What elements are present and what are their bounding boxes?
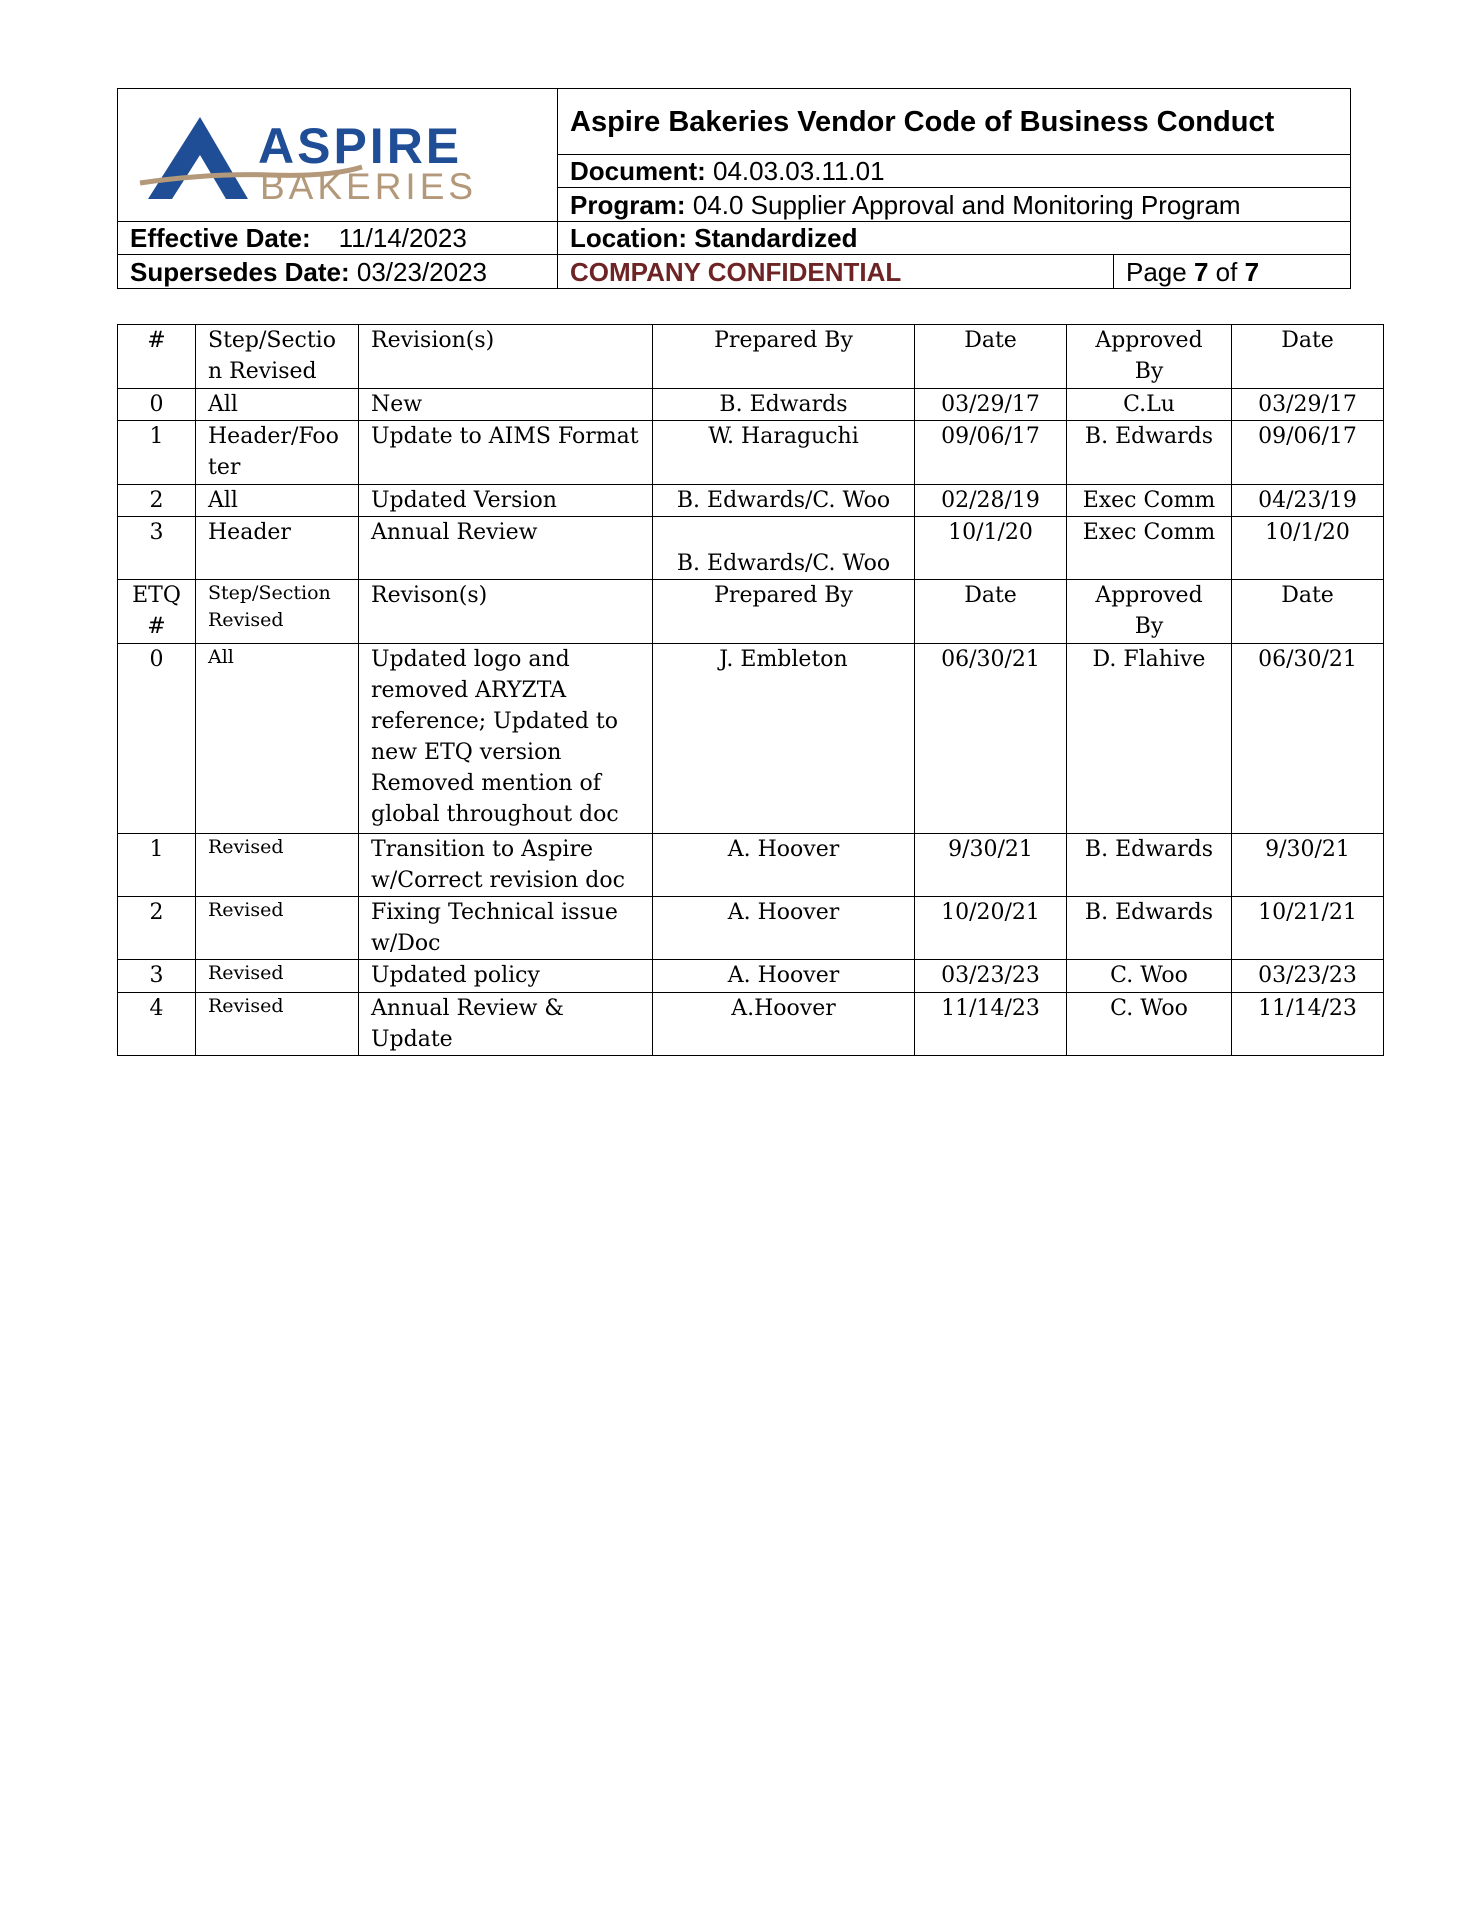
header-prepared-by: Prepared By xyxy=(653,325,915,389)
cell-date: 06/30/21 xyxy=(915,644,1067,834)
header-date: Date xyxy=(915,325,1067,389)
cell-number: 3 xyxy=(118,960,196,993)
supersedes-date xyxy=(118,255,558,289)
header-revisions: Revision(s) xyxy=(359,325,653,389)
header-approval-date: Date xyxy=(1232,325,1384,389)
page-of: of xyxy=(1215,256,1238,287)
logo-subwordmark: BAKERIES xyxy=(260,166,478,207)
cell-approved-by: Exec Comm xyxy=(1067,485,1232,517)
cell-prepared-by: A.Hoover xyxy=(653,993,915,1056)
page-prefix: Page xyxy=(1126,256,1187,287)
cell-date: 10/1/20 xyxy=(915,517,1067,580)
table-row xyxy=(118,517,1384,580)
etq-header-row xyxy=(118,580,1384,644)
program xyxy=(558,188,1351,222)
cell-number: 2 xyxy=(118,485,196,517)
cell-approved-by: C.Lu xyxy=(1067,389,1232,421)
cell-revisions: Update to AIMS Format xyxy=(359,421,653,485)
table-row xyxy=(118,960,1384,993)
cell-approved-by: D. Flahive xyxy=(1067,644,1232,834)
table-row xyxy=(118,834,1384,897)
cell-number: 3 xyxy=(118,517,196,580)
header-approval-date: Date xyxy=(1232,580,1384,644)
cell-date: 02/28/19 xyxy=(915,485,1067,517)
cell-step-section: Revised xyxy=(196,897,359,960)
confidential-label: COMPANY CONFIDENTIAL xyxy=(558,255,1114,289)
cell-revisions: Updated policy xyxy=(359,960,653,993)
cell-prepared-by: W. Haraguchi xyxy=(653,421,915,485)
document-number xyxy=(558,155,1351,188)
cell-approval-date: 10/1/20 xyxy=(1232,517,1384,580)
table-row xyxy=(118,389,1384,421)
cell-date: 9/30/21 xyxy=(915,834,1067,897)
location xyxy=(558,222,1351,255)
table-row xyxy=(118,993,1384,1056)
cell-number: 0 xyxy=(118,389,196,421)
cell-approval-date: 11/14/23 xyxy=(1232,993,1384,1056)
logo-wordmark: ASPIRE xyxy=(258,118,463,174)
cell-prepared-by: B. Edwards xyxy=(653,389,915,421)
cell-approved-by: Exec Comm xyxy=(1067,517,1232,580)
cell-step-section: Header/Footer xyxy=(196,421,359,485)
cell-approved-by: B. Edwards xyxy=(1067,834,1232,897)
cell-prepared-by: A. Hoover xyxy=(653,834,915,897)
cell-number: 0 xyxy=(118,644,196,834)
table-row xyxy=(118,897,1384,960)
supersedes-date-label: Supersedes Date: xyxy=(130,256,350,287)
cell-revisions: Transition to Aspire w/Correct revision doc xyxy=(359,834,653,897)
header-prepared-by: Prepared By xyxy=(653,580,915,644)
header-step-section: Step/Section Revised xyxy=(196,580,359,644)
cell-date: 09/06/17 xyxy=(915,421,1067,485)
cell-approval-date: 06/30/21 xyxy=(1232,644,1384,834)
logo-cell xyxy=(118,89,558,222)
cell-approved-by: B. Edwards xyxy=(1067,421,1232,485)
table-row xyxy=(118,485,1384,517)
cell-number: 4 xyxy=(118,993,196,1056)
document-label: Document: xyxy=(570,156,706,186)
header-step-section: Step/Section Revised xyxy=(196,325,359,389)
cell-number: 2 xyxy=(118,897,196,960)
cell-step-section: Revised xyxy=(196,834,359,897)
table-row xyxy=(118,644,1384,834)
logo-triangle-mark xyxy=(148,117,248,199)
cell-step-section: Header xyxy=(196,517,359,580)
cell-step-section: All xyxy=(196,389,359,421)
cell-number: 1 xyxy=(118,421,196,485)
cell-date: 03/29/17 xyxy=(915,389,1067,421)
location-value: Standardized xyxy=(694,223,858,253)
cell-prepared-by: B. Edwards/C. Woo xyxy=(653,517,915,580)
program-value: 04.0 Supplier Approval and Monitoring Program xyxy=(692,189,1241,220)
cell-date: 11/14/23 xyxy=(915,993,1067,1056)
location-label: Location: xyxy=(570,223,687,253)
page-total: 7 xyxy=(1244,256,1260,287)
cell-revisions: Updated logo and removed ARYZTA reference; Updated to new ETQ version Removed mention of global throughout doc xyxy=(359,644,653,834)
document-header xyxy=(117,88,1351,289)
revision-history-table xyxy=(117,324,1384,1056)
header-number: # xyxy=(118,325,196,389)
effective-date xyxy=(118,222,558,255)
cell-prepared-by: A. Hoover xyxy=(653,960,915,993)
page-number xyxy=(1114,255,1351,289)
cell-approval-date: 03/23/23 xyxy=(1232,960,1384,993)
aspire-bakeries-logo xyxy=(130,95,550,215)
cell-revisions: New xyxy=(359,389,653,421)
table-row xyxy=(118,421,1384,485)
header-date: Date xyxy=(915,580,1067,644)
cell-approved-by: B. Edwards xyxy=(1067,897,1232,960)
header-revisions: Revison(s) xyxy=(359,580,653,644)
effective-date-value: 11/14/2023 xyxy=(338,223,467,253)
cell-revisions: Updated Version xyxy=(359,485,653,517)
cell-step-section: Revised xyxy=(196,960,359,993)
cell-approval-date: 04/23/19 xyxy=(1232,485,1384,517)
header-etq-number: ETQ # xyxy=(118,580,196,644)
cell-prepared-by: J. Embleton xyxy=(653,644,915,834)
cell-revisions: Annual Review & Update xyxy=(359,993,653,1056)
cell-approval-date: 10/21/21 xyxy=(1232,897,1384,960)
cell-revisions: Annual Review xyxy=(359,517,653,580)
cell-number: 1 xyxy=(118,834,196,897)
page-current: 7 xyxy=(1193,256,1209,287)
document-title: Aspire Bakeries Vendor Code of Business Conduct xyxy=(558,89,1351,155)
cell-approval-date: 09/06/17 xyxy=(1232,421,1384,485)
cell-approval-date: 9/30/21 xyxy=(1232,834,1384,897)
program-label: Program: xyxy=(570,189,686,220)
effective-date-label: Effective Date: xyxy=(130,223,311,253)
cell-prepared-by: A. Hoover xyxy=(653,897,915,960)
document-value: 04.03.03.11.01 xyxy=(713,156,885,186)
supersedes-date-value: 03/23/2023 xyxy=(356,256,488,287)
cell-prepared-by: B. Edwards/C. Woo xyxy=(653,485,915,517)
cell-approved-by: C. Woo xyxy=(1067,993,1232,1056)
header-approved-by: Approved By xyxy=(1067,325,1232,389)
cell-step-section: All xyxy=(196,644,359,834)
cell-step-section: Revised xyxy=(196,993,359,1056)
table-header-row xyxy=(118,325,1384,389)
cell-date: 10/20/21 xyxy=(915,897,1067,960)
cell-approved-by: C. Woo xyxy=(1067,960,1232,993)
header-approved-by: Approved By xyxy=(1067,580,1232,644)
cell-step-section: All xyxy=(196,485,359,517)
cell-approval-date: 03/29/17 xyxy=(1232,389,1384,421)
cell-revisions: Fixing Technical issue w/Doc xyxy=(359,897,653,960)
cell-date: 03/23/23 xyxy=(915,960,1067,993)
